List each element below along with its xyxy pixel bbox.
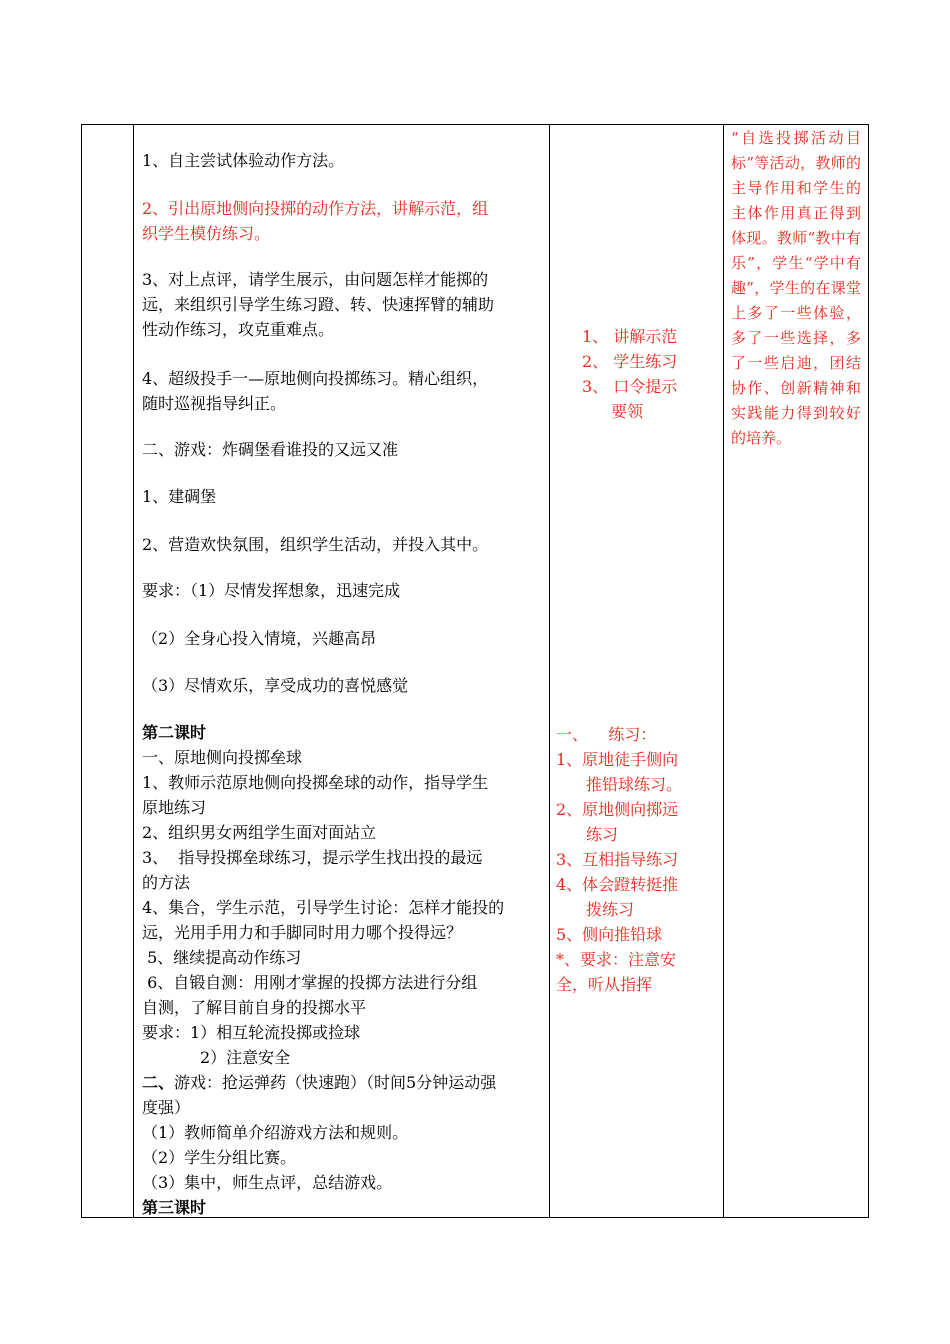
content-line: 原地练习 [142,798,207,817]
content-line: 6、自锻自测：用刚才掌握的投掷方法进行分组 [142,973,478,992]
activity-line: 5、侧向推铅球 [556,925,663,944]
activity-line: 推铅球练习。 [586,775,683,794]
content-line: 1、教师示范原地侧向投掷垒球的动作，指导学生 [142,773,489,792]
content-line: 5、继续提高动作练习 [142,948,302,967]
col-border-3 [549,124,550,1218]
content-line: 4、超级投手一—原地侧向投掷练习。精心组织， [142,369,489,388]
activity-line: 全，听从指挥 [556,975,653,994]
section-text: 游戏：抢运弹药（快速跑）（时间5分钟运动强 [174,1073,497,1092]
activity-line: 1、 讲解示范 [582,327,678,346]
activity-line: 拨练习 [586,900,635,919]
content-line: 3、对上点评，请学生展示，由问题怎样才能掷的 [142,270,489,289]
content-line: （2）全身心投入情境，兴趣高昂 [142,629,377,648]
activity-line: 3、互相指导练习 [556,850,679,869]
design-notes-text: “自选投掷活动目标”等活动，教师的主导作用和学生的主体作用真正得到体现。教师“教中有乐”，学生“学中有趣”，学生的在课堂上多了一些体验，多了一些选择，多了一些启迪，团结协作、创新精神和实践能力得到较好的培养。 [731,129,861,447]
content-line: 的方法 [142,873,191,892]
content-line: 远，来组织引导学生练习蹬、转、快速挥臂的辅助 [142,295,495,314]
col-border-1 [81,124,82,1218]
activity-line: 1、原地徒手侧向 [556,750,679,769]
content-line: 2、营造欢快氛围，组织学生活动，并投入其中。 [142,535,489,554]
table-top-border [81,124,869,125]
activity-line: 要领 [611,402,644,421]
content-line [142,1070,496,1095]
content-line: 2、引出原地侧向投掷的动作方法，讲解示范，组 [142,199,489,218]
activity-line: 4、体会蹬转挺推 [556,875,679,894]
content-line: （2）学生分组比赛。 [142,1148,297,1167]
content-line: 远，光用手用力和手脚同时用力哪个投得远？ [142,923,463,942]
activity-line: 2、原地侧向掷远 [556,800,679,819]
content-line: 度强） [142,1098,191,1117]
content-line: 3、 指导投掷垒球练习，提示学生找出投的最远 [142,848,483,867]
content-line: 自测，了解目前自身的投掷水平 [142,998,367,1017]
activity-line: 3、 口令提示 [582,377,678,396]
content-line: （3）集中，师生点评，总结游戏。 [142,1173,393,1192]
activity-line: 一、 练习： [556,725,657,744]
lesson-heading: 第二课时 [142,723,207,742]
content-line: 2）注意安全 [200,1048,291,1067]
activity-line: 2、 学生练习 [582,352,678,371]
content-line: 要求：（1）尽情发挥想象，迅速完成 [142,581,401,600]
content-line: 4、集合，学生示范，引导学生讨论：怎样才能投的 [142,898,505,917]
content-line: 性动作练习，攻克重难点。 [142,320,335,339]
content-line: 1、自主尝试体验动作方法。 [142,151,345,170]
content-line: 二、游戏：炸碉堡看谁投的又远又准 [142,440,399,459]
content-line: （3）尽情欢乐，享受成功的喜悦感觉 [142,676,409,695]
design-notes-column [731,126,861,451]
activity-line: *、要求：注意安 [556,950,677,969]
section-number: 二、 [142,1073,175,1092]
col-border-4 [723,124,724,1218]
content-line: （1）教师简单介绍游戏方法和规则。 [142,1123,409,1142]
content-line: 要求：1）相互轮流投掷或捡球 [142,1023,361,1042]
col-border-2 [133,124,134,1218]
content-line: 一、原地侧向投掷垒球 [142,748,303,767]
content-line: 2、组织男女两组学生面对面站立 [142,823,377,842]
lesson-heading: 第三课时 [142,1198,207,1217]
col-border-5 [868,124,869,1218]
content-line: 随时巡视指导纠正。 [142,394,287,413]
content-line: 1、建碉堡 [142,487,217,506]
content-line: 织学生模仿练习。 [142,224,271,243]
activity-line: 练习 [586,825,619,844]
